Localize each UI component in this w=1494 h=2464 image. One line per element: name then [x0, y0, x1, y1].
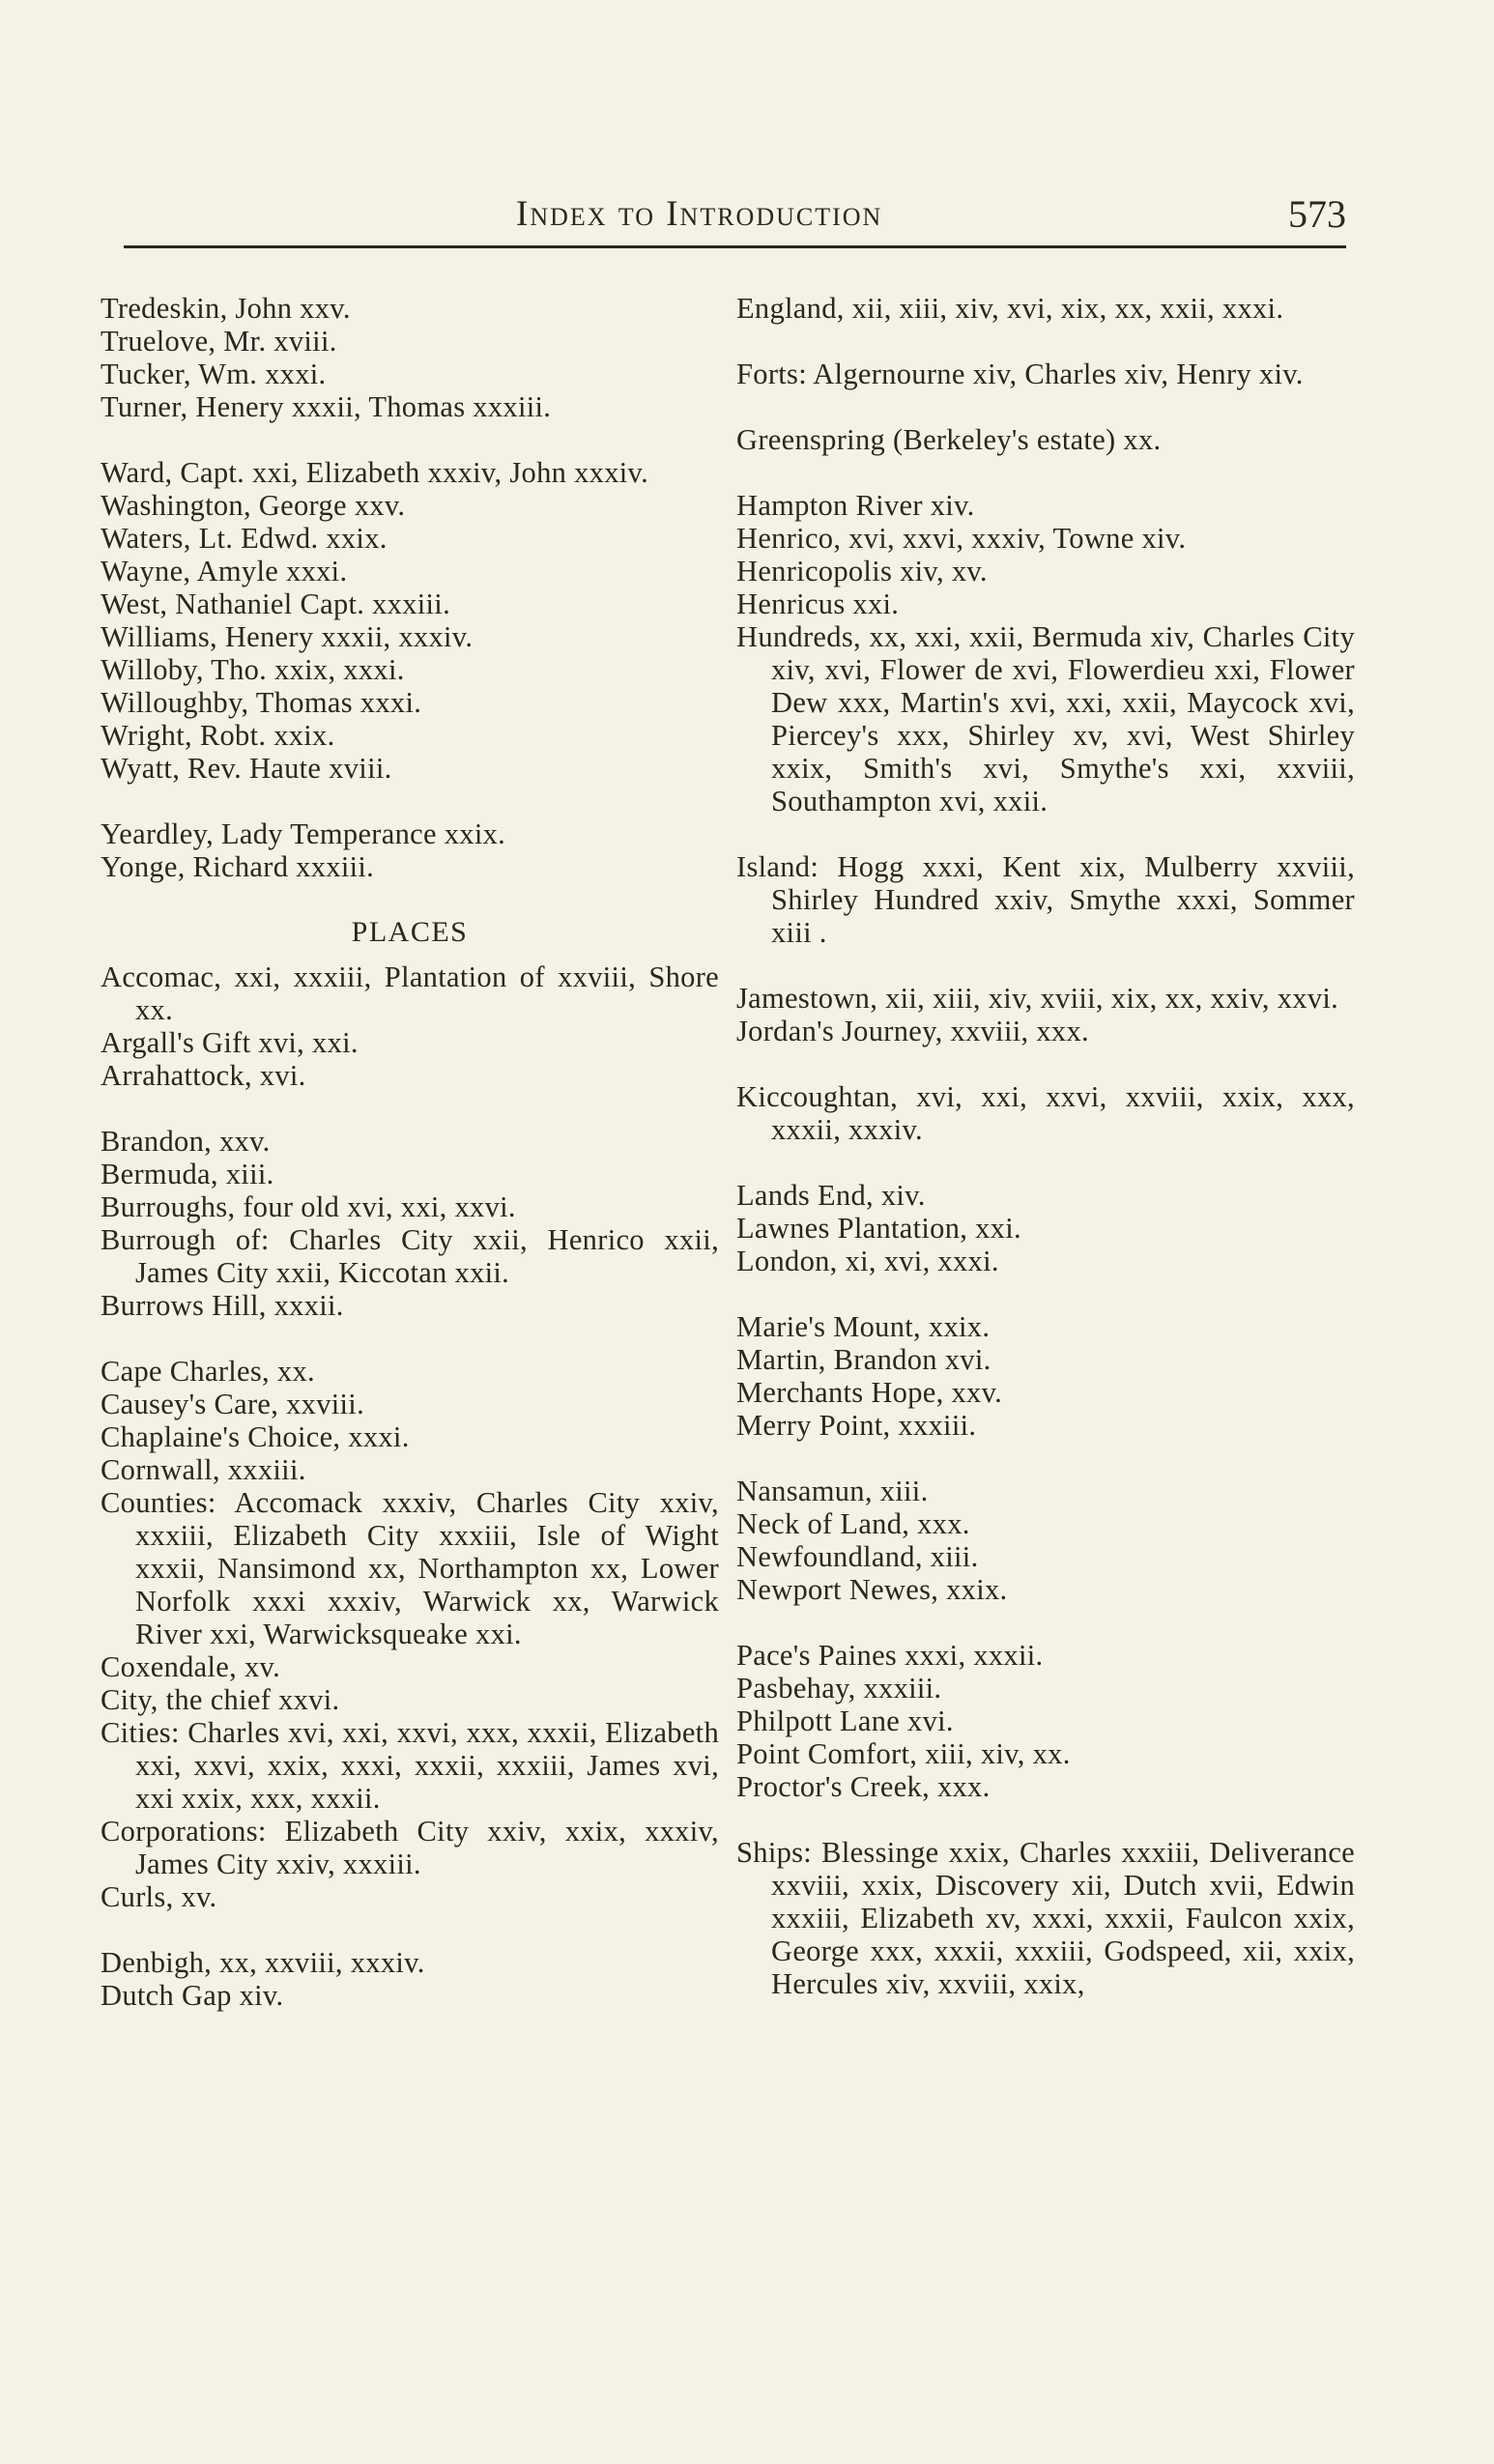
index-entry: Williams, Henery xxxii, xxxiv. [101, 620, 474, 653]
index-entry: Waters, Lt. Edwd. xxix. [101, 522, 388, 555]
index-entry: Wright, Robt. xxix. [101, 719, 335, 752]
group-gap [736, 1803, 1355, 1836]
index-entry: Nansamun, xiii. [736, 1475, 929, 1507]
index-entry: Tredeskin, John xxv. [101, 292, 351, 325]
group-gap [736, 1606, 1355, 1639]
group-gap [736, 1277, 1355, 1310]
index-entry: Burrows Hill, xxxii. [101, 1289, 344, 1322]
index-group-f [736, 358, 1355, 390]
group-gap [736, 1442, 1355, 1475]
index-entry: Henricopolis xiv, xv. [736, 555, 988, 587]
page-number: 573 [1288, 192, 1346, 236]
index-entry: Neck of Land, xxx. [736, 1507, 970, 1540]
index-entry: Ships: Blessinge xxix, Charles xxxiii, Deliverance xxviii, xxix, Discovery xii, Dutch xvii, Edwin xxxiii, Elizabeth xv, xxxi, xxxii, Faulcon xxix, George xxx, xxxii, xxxiii, Godspeed, xii, xxix, Hercules xiv, xxviii, xxix, [736, 1836, 1355, 2000]
index-entry: Burroughs, four old xvi, xxi, xxvi. [101, 1190, 516, 1223]
places-heading: PLACES [351, 916, 469, 948]
index-entry: Marie's Mount, xxix. [736, 1310, 991, 1343]
index-entry: Hundreds, xx, xxi, xxii, Bermuda xiv, Charles City xiv, xvi, Flower de xvi, Flowerdieu xxi, Flower Dew xxx, Martin's xvi, xxi, xxii, Maycock xvi, Piercey's xxx, Shirley xv, xvi, West Shirley xxix, Smith's xvi, Smythe's xxi, xxviii, Southampton xvi, xxii. [736, 620, 1355, 817]
index-group-y [101, 817, 719, 883]
index-entry: Causey's Care, xxviii. [101, 1388, 364, 1420]
index-entry: Pasbehay, xxxiii. [736, 1672, 942, 1705]
group-gap [736, 1047, 1355, 1080]
running-header [124, 191, 1346, 238]
index-entry: Jamestown, xii, xiii, xiv, xviii, xix, xx, xxiv, xxvi. [736, 982, 1339, 1015]
index-entry: Merchants Hope, xxv. [736, 1376, 1003, 1409]
index-entry: Forts: Algernourne xiv, Charles xiv, Henry xiv. [736, 358, 1304, 390]
index-group-e [736, 292, 1355, 325]
index-entry: Newfoundland, xiii. [736, 1540, 979, 1573]
index-entry: Pace's Paines xxxi, xxxii. [736, 1639, 1044, 1672]
index-entry: Point Comfort, xiii, xiv, xx. [736, 1737, 1071, 1770]
group-gap [101, 883, 719, 916]
index-group-a [101, 960, 719, 1092]
index-entry: Lands End, xiv. [736, 1179, 926, 1212]
index-group-g [736, 423, 1355, 456]
index-entry: Kiccoughtan, xvi, xxi, xxvi, xxviii, xxix, xxx, xxxii, xxxiv. [736, 1080, 1355, 1146]
index-entry: Arrahattock, xvi. [101, 1059, 306, 1092]
index-group-d [101, 1946, 719, 2012]
index-group-p [736, 1639, 1355, 1803]
index-entry: Burrough of: Charles City xxii, Henrico xxii, James City xxii, Kiccotan xxii. [101, 1223, 719, 1289]
index-entry: Bermuda, xiii. [101, 1158, 274, 1190]
index-group-b [101, 1125, 719, 1322]
group-gap [101, 423, 719, 456]
right-column [736, 292, 1355, 2000]
group-gap [101, 1913, 719, 1946]
index-entry: Wayne, Amyle xxxi. [101, 555, 348, 587]
group-gap [736, 390, 1355, 423]
group-gap [736, 456, 1355, 489]
index-entry: Curls, xv. [101, 1880, 217, 1913]
group-gap [736, 949, 1355, 982]
header-rule [124, 245, 1346, 248]
index-entry: Philpott Lane xvi. [736, 1705, 954, 1737]
index-entry: Cape Charles, xx. [101, 1355, 315, 1388]
index-entry: Hampton River xiv. [736, 489, 975, 522]
index-entry: Truelove, Mr. xviii. [101, 325, 337, 358]
index-group-m [736, 1310, 1355, 1442]
index-entry: Yonge, Richard xxxiii. [101, 850, 375, 883]
index-entry: Washington, George xxv. [101, 489, 406, 522]
index-entry: Proctor's Creek, xxx. [736, 1770, 991, 1803]
index-group-i [736, 850, 1355, 949]
index-entry: Ward, Capt. xxi, Elizabeth xxxiv, John xxxiv. [101, 456, 649, 489]
group-gap [736, 1146, 1355, 1179]
group-gap [101, 785, 719, 817]
index-entry: Argall's Gift xvi, xxi. [101, 1026, 359, 1059]
index-entry: Lawnes Plantation, xxi. [736, 1212, 1021, 1245]
group-gap [736, 325, 1355, 358]
index-entry: Island: Hogg xxxi, Kent xix, Mulberry xxviii, Shirley Hundred xxiv, Smythe xxxi, Sommer xiii . [736, 850, 1355, 949]
index-entry: Merry Point, xxxiii. [736, 1409, 977, 1442]
index-entry: Turner, Henery xxxii, Thomas xxxiii. [101, 390, 552, 423]
index-entry: Willoby, Tho. xxix, xxxi. [101, 653, 405, 686]
index-entry: City, the chief xxvi. [101, 1683, 340, 1716]
index-group-s [736, 1836, 1355, 2000]
index-entry: Tucker, Wm. xxxi. [101, 358, 327, 390]
index-group-h [736, 489, 1355, 817]
index-entry: Counties: Accomack xxxiv, Charles City xxiv, xxxiii, Elizabeth City xxxiii, Isle of Wight xxxii, Nansimond xx, Northampton xx, Lower Norfolk xxxi xxxiv, Warwick xx, Warwick River xxi, Warwicksqueake xxi. [101, 1486, 719, 1650]
index-entry: London, xi, xvi, xxxi. [736, 1245, 999, 1277]
index-entry: Martin, Brandon xvi. [736, 1343, 991, 1376]
index-entry: Dutch Gap xiv. [101, 1979, 284, 2012]
index-group-c [101, 1355, 719, 1913]
index-entry: Henrico, xvi, xxvi, xxxiv, Towne xiv. [736, 522, 1187, 555]
index-entry: Henricus xxi. [736, 587, 900, 620]
index-entry: Willoughby, Thomas xxxi. [101, 686, 422, 719]
index-entry: Accomac, xxi, xxxiii, Plantation of xxviii, Shore xx. [101, 960, 719, 1026]
index-entry: Greenspring (Berkeley's estate) xx. [736, 423, 1162, 456]
index-group-l [736, 1179, 1355, 1277]
index-group-w [101, 456, 719, 785]
index-entry: Cornwall, xxxiii. [101, 1453, 306, 1486]
index-entry: Coxendale, xv. [101, 1650, 281, 1683]
group-gap [101, 1322, 719, 1355]
index-group-t [101, 292, 719, 423]
running-title: Index to Introduction [516, 194, 883, 234]
index-group-k [736, 1080, 1355, 1146]
index-entry: Jordan's Journey, xxviii, xxx. [736, 1015, 1089, 1047]
index-entry: Newport Newes, xxix. [736, 1573, 1008, 1606]
index-entry: Chaplaine's Choice, xxxi. [101, 1420, 410, 1453]
index-entry: Yeardley, Lady Temperance xxix. [101, 817, 506, 850]
group-gap [101, 1092, 719, 1125]
left-column [101, 292, 719, 2012]
index-group-n [736, 1475, 1355, 1606]
index-entry: Wyatt, Rev. Haute xviii. [101, 752, 392, 785]
index-entry: Brandon, xxv. [101, 1125, 271, 1158]
index-entry: Corporations: Elizabeth City xxiv, xxix, xxxiv, James City xxiv, xxxiii. [101, 1815, 719, 1880]
index-entry: Cities: Charles xvi, xxi, xxvi, xxx, xxxii, Elizabeth xxi, xxvi, xxix, xxxi, xxxii, xxxiii, James xvi, xxi xxix, xxx, xxxii. [101, 1716, 719, 1815]
group-gap [736, 817, 1355, 850]
index-entry: England, xii, xiii, xiv, xvi, xix, xx, xxii, xxxi. [736, 292, 1284, 325]
index-entry: West, Nathaniel Capt. xxxiii. [101, 587, 451, 620]
index-group-j [736, 982, 1355, 1047]
index-entry: Denbigh, xx, xxviii, xxxiv. [101, 1946, 425, 1979]
